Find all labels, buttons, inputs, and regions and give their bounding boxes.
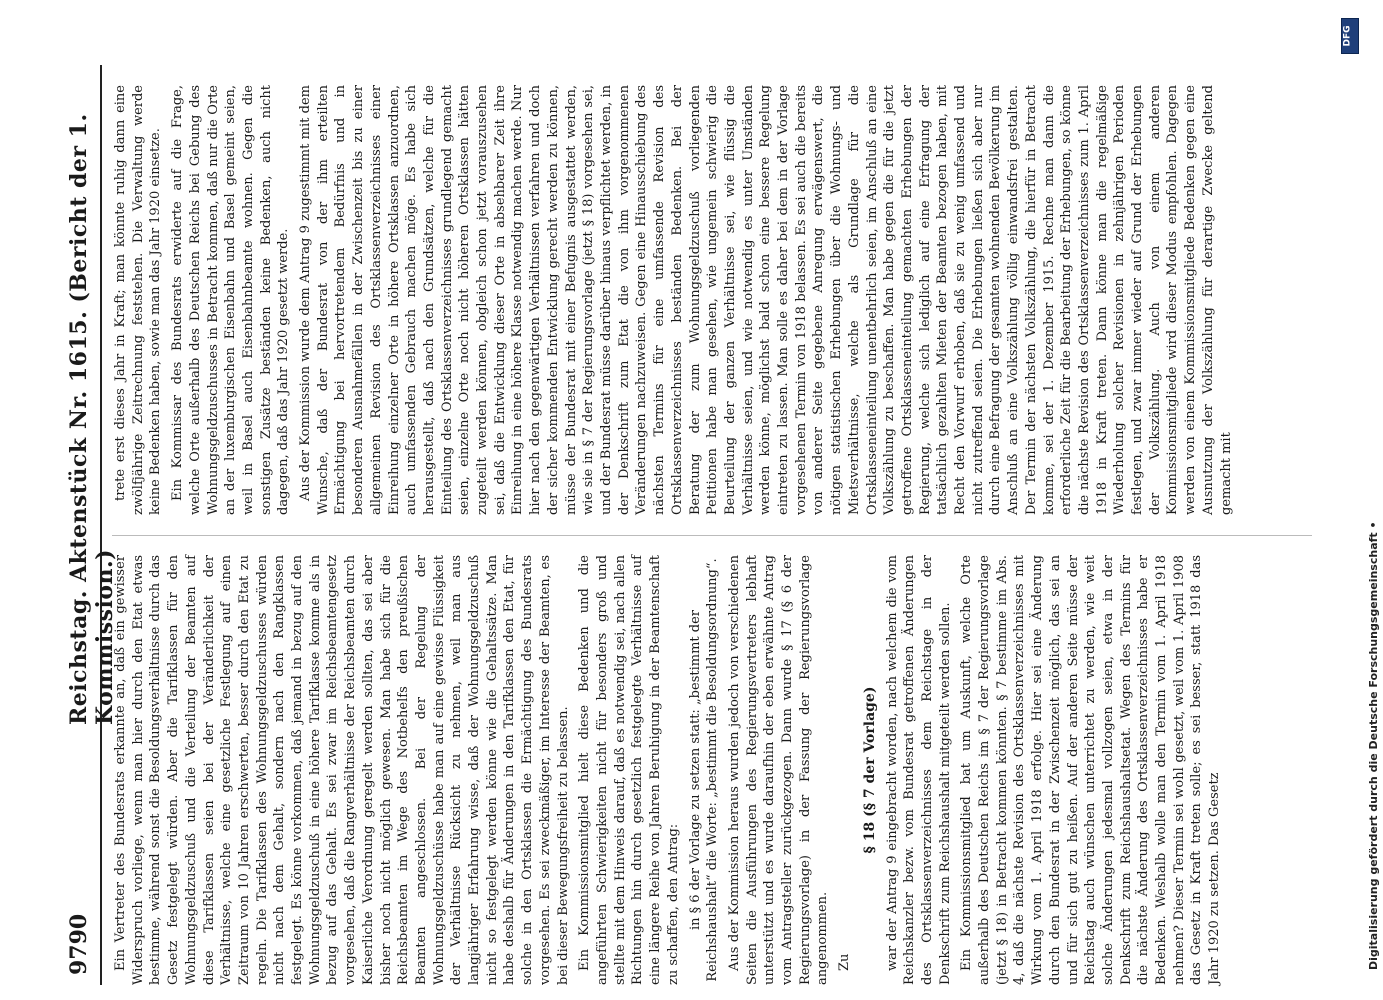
right-column <box>112 85 1239 515</box>
page-number: 9790 <box>66 913 92 975</box>
page-title: Reichstag. Aktenstück Nr. 1615. (Bericht der 1. Kommission.) <box>66 113 118 725</box>
section-heading: § 18 (§ 7 der Vorlage) <box>861 686 878 854</box>
paragraph: war der Antrag 9 eingebracht worden, nach welchem die vom Reichskanzler bezw. vom Bundesrat getroffenen Änderungen des Ortsklassenverzeichnisses dem Reichstage in der Denkschrift zum Reichshaushalt mitgeteilt werden sollen. <box>884 555 953 985</box>
paragraph: in § 6 der Vorlage zu setzen statt: „bestimmt der Reichshaushalt“ die Worte: „bestimmt die Besoldungsordnung“. <box>687 558 721 982</box>
page-header <box>60 65 118 985</box>
digitization-credit <box>1342 10 1380 990</box>
credit-text: Digitalisierung gefördert durch die Deutsche Forschungsgemeinschaft • <box>1367 521 1380 970</box>
rotated-page <box>60 65 1360 985</box>
left-column <box>112 555 1228 985</box>
dfg-logo: DFG <box>1341 18 1359 54</box>
paragraph: Ein Kommissar des Bundesrats erwiderte auf die Frage, welche Orte außerhalb des Deutschen Reichs bei Gebung des Wohnungsgeldzuschusses in Betracht kommen, daß nur die Orte an der luxemburgischen Eisenbahn und Basel gemeint seien, weil in Basel auch Eisenbahnbeamte wohnen. Gegen die sonstigen Zusätze beständen keine Bedenken, auch nicht dagegen, daß das Jahr 1920 gesetzt werde. <box>170 85 292 515</box>
column-divider <box>112 535 1312 536</box>
paragraph: Aus der Kommission wurde dem Antrag 9 zugestimmt mit dem Wunsche, daß der Bundesrat von der ihm erteilten Ermächtigung bei hervortretendem Bedürfnis und in besonderen Ausnahmefällen in der Zwischenzeit bis zu einer allgemeinen Revision des Ortsklassenverzeichnisses einer Einreihung einzelner Orte in höhere Ortsklassen anzuordnen, auch umfassenden Gebrauch machen möge. Es habe sich herausgestellt, daß nach den Grundsätzen, welche für die Einteilung des Ortsklassenverzeichnisses grundlegend gemacht seien, einzelne Orte noch nicht höheren Ortsklassen hätten zugeteilt werden können, obgleich schon jetzt vorauszusehen sei, daß die Entwicklung dieser Orte in absehbarer Zeit ihre Einreihung in eine höhere Klasse notwendig machen werde. Nur hier nach den gegenwärtigen Verhältnissen verfahren und doch der sicher kommenden Entwicklung gerecht werden zu können, müsse der Bundesrat mit einer Befugnis ausgestattet werden, wie sie in § 7 der Regierungsvorlage (jetzt § 18) vorgesehen sei, und der Bundesrat müsse darüber hinaus verpflichtet werden, in der Denkschrift zum Etat die von ihm vorgenommenen Veränderungen nachzuweisen. Gegen eine Hinausschiebung des nächsten Termins für eine umfassende Revision des Ortsklassenverzeichnisses beständen Bedenken. Bei der Beratung der zum Wohnungsgeldzuschuß vorliegenden Petitionen habe man gesehen, wie ungemein schwierig die Beurteilung der ganzen Verhältnisse sei, wie flüssig die Verhältnisse seien, und wie notwendig es unter Umständen werden könne, möglichst bald schon eine bessere Regelung eintreten zu lassen. Man solle es daher bei dem in der Vorlage vorgesehenen Termin von 1918 belassen. Es sei auch die bereits von anderer Seite gegebene Anregung erwägenswert, die nötigen statistischen Erhebungen über die Wohnungs- und Mietsverhältnisse, welche als Grundlage für die Ortsklasseneinteilung unentbehrlich seien, im Anschluß an eine Volkszählung zu beschaffen. Man habe gegen die für die jetzt getroffene Ortsklasseneinteilung gemachten Erhebungen der Regierung, welche sich lediglich auf eine Erfragung der tatsächlich gezahlten Mieten der Beamten bezogen haben, mit Recht den Vorwurf erhoben, daß sie zu wenig umfassend und nicht zutreffend seien. Die Erhebungen ließen sich aber nur durch eine Befragung der gesamten wohnenden Bevölkerung im Anschluß an eine Volkszählung völlig einwandsfrei gestalten. Der Termin der nächsten Volkszählung, die hierfür in Betracht komme, sei der 1. Dezember 1915. Rechne man dann die erforderliche Zeit für die Bearbeitung der Erhebungen, so könne die nächste Revision des Ortsklassenverzeichnisses zum 1. April 1918 in Kraft treten. Dann könne man die regelmäßige Wiederholung solcher Revisionen in zehnjährigen Perioden festlegen, und zwar immer wieder auf Grund der Erhebungen der Volkszählung. Auch von einem anderen Kommissionsmitgliede wird dieser Modus empfohlen. Dagegen werden von einem Kommissionsmitgliede Bedenken gegen eine Ausnutzung der Volkszählung für derartige Zwecke geltend gemacht mit <box>298 85 1234 515</box>
paragraph: trete erst dieses Jahr in Kraft; man könnte ruhig dann eine zwölfjährige Zeitrechnung feststehen. Die Verwaltung werde keine Bedenken haben, sowie man das Jahr 1920 einsetze. <box>113 85 164 515</box>
paragraph: Ein Kommissionsmitglied bat um Auskunft, welche Orte außerhalb des Deutschen Reichs im § 7 der Regierungsvorlage (jetzt § 18) in Betracht kommen könnten. § 7 bestimme im Abs. 4, daß die nächste Revision des Ortsklassenverzeichnisses mit Wirkung vom 1. April 1918 erfolge. Hier sei eine Änderung durch den Bundesrat in der Zwischenzeit möglich, das sei an und für sich gut zu heißen. Auf der anderen Seite müsse der Reichstag auch wünschen unterrichtet zu werden, wie weit solche Änderungen jedesmal vollzogen seien, etwa in der Denkschrift zum Reichshaushaltsetat. Wegen des Termins für die nächste Änderung des Ortsklassenverzeichnisses habe er Bedenken. Weshalb wolle man den Termin vom 1. April 1918 nehmen? Dieser Termin sei wohl gesetzt, weil vom 1. April 1908 das Gesetz in Kraft treten solle; es sei besser, statt 1918 das Jahr 1920 zu setzen. Das Gesetz <box>959 555 1223 985</box>
paragraph: Zu <box>837 953 853 971</box>
paragraph: Ein Vertreter des Bundesrats erkannte an, daß ein gewisser Widerspruch vorliege, wenn man hier durch den Etat etwas bestimme, während sonst die Besoldungsverhältnisse durch das Gesetz festgelegt würden. Aber die Tarifklassen für den Wohnungsgeldzuschuß und die Verteilung der Beamten auf diese Tarifklassen seien bei der Veränderlichkeit der Verhältnisse, welche eine gesetzliche Festlegung auf einen Zeitraum von 10 Jahren erschwerten, besser durch den Etat zu regeln. Die Tarifklassen des Wohnungsgeldzuschusses würden nicht nach dem Gehalt, sondern nach den Rangklassen festgelegt. Es könne vorkommen, daß jemand in bezug auf den Wohnungsgeldzuschuß in eine höhere Tarifklasse komme als in bezug auf das Gehalt. Es sei zwar im Reichsbeamtengesetz vorgesehen, daß die Rangverhältnisse der Reichsbeamten durch Kaiserliche Verordnung geregelt werden sollten, das sei aber bisher noch nicht möglich gewesen. Man habe sich für die Reichsbeamten im Wege des Notbehelfs den preußischen Beamten angeschlossen. Bei der Regelung der Wohnungsgeldzuschüsse habe man auf eine gewisse Flüssigkeit der Verhältnisse Rücksicht zu nehmen, weil man aus langjähriger Erfahrung wisse, daß der Wohnungsgeldzuschuß nicht so festgelegt werden könne wie die Gehaltssätze. Man habe deshalb für Änderungen in den Tarifklassen den Etat, für solche in den Ortsklassen die Ermächtigung des Bundesrats vorgesehen. Es sei zweckmäßiger, im Interesse der Beamten, es bei dieser Bewegungsfreiheit zu belassen. <box>113 555 571 985</box>
paragraph: Aus der Kommission heraus wurden jedoch von verschiedenen Seiten die Ausführungen des Regierungsvertreters lebhaft unterstützt und es wurde daraufhin der eben erwähnte Antrag vom Antragsteller zurückgezogen. Dann wurde § 17 (§ 6 der Regierungsvorlage) in der Fassung der Regierungsvorlage angenommen. <box>726 555 831 985</box>
paragraph: Ein Kommissionsmitglied hielt diese Bedenken und die angeführten Schwierigkeiten nicht für besonders groß und stellte mit dem Hinweis darauf, daß es notwendig sei, nach allen Richtungen hin durch gesetzlich festgelegte Verhältnisse auf eine längere Reihe von Jahren Beruhigung in der Beamtenschaft zu schaffen, den Antrag: <box>577 555 681 985</box>
